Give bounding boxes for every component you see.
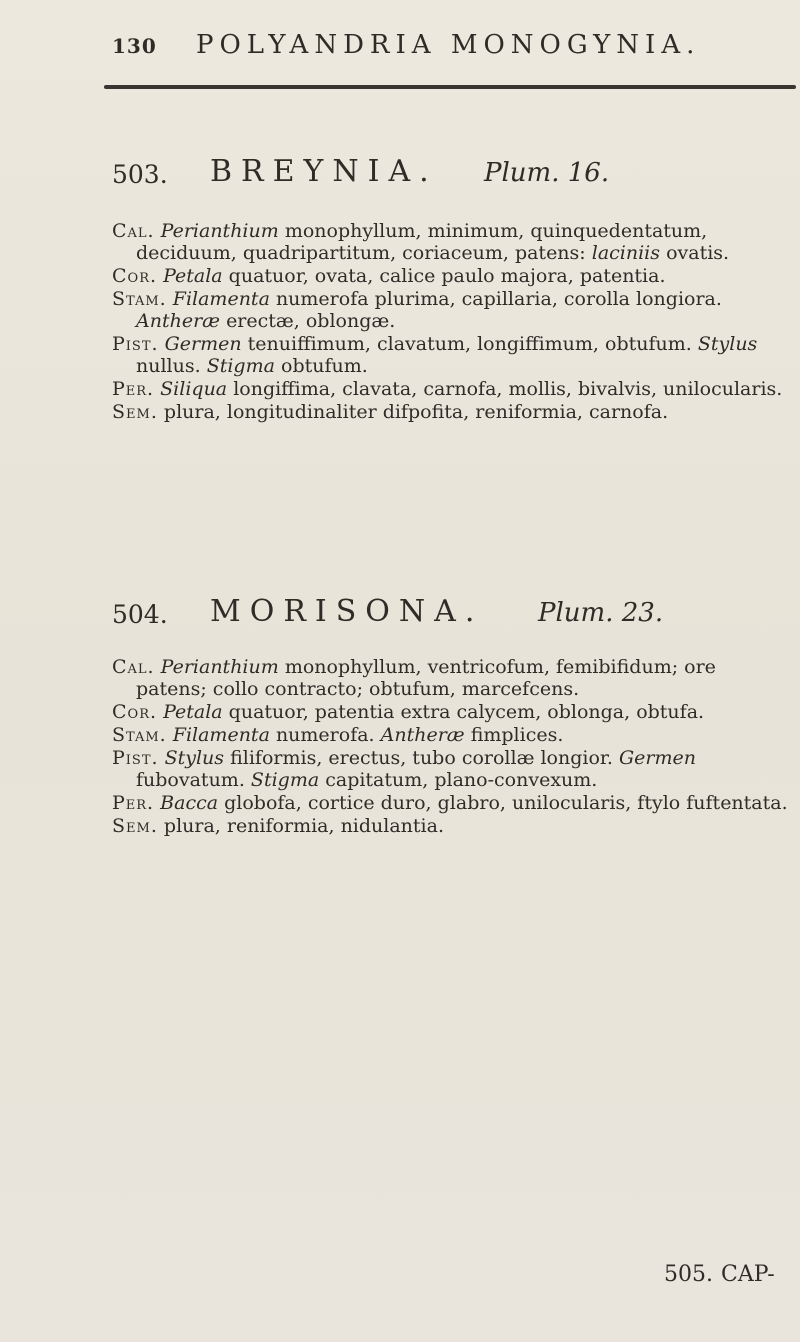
entry-term3: Stigma: [250, 769, 320, 791]
entry-text2: nullus.: [136, 355, 201, 377]
entry-sem: [112, 401, 792, 423]
entry-cor: [112, 265, 792, 287]
entry-text: filiformis, erectus, tubo corollæ longior.: [230, 747, 613, 769]
genus-reference: Plum. 16.: [484, 158, 610, 188]
genus-name: MORISONA.: [210, 594, 484, 629]
genus-breynia: [112, 150, 792, 424]
entry-term2: Antheræ: [380, 724, 465, 746]
genus-description: [112, 656, 792, 837]
entry-term: Siliqua: [160, 378, 228, 400]
entry-stam: [112, 288, 792, 332]
entry-text3: capitatum, plano-convexum.: [325, 769, 598, 791]
entry-text: numerofa.: [275, 724, 375, 746]
entry-label: Cal.: [112, 220, 155, 242]
entry-term: Petala: [163, 265, 223, 287]
entry-term3: Stigma: [206, 355, 275, 377]
entry-label: Per.: [112, 792, 155, 814]
genus-name: BREYNIA.: [210, 154, 438, 189]
entry-label: Cor.: [112, 265, 158, 287]
entry-text2: fimplices.: [470, 724, 564, 746]
entry-text: monophyllum, minimum, quinquedentatum, deciduum, quadripartitum, coriaceum, patens:: [136, 220, 708, 264]
entry-term: Bacca: [160, 792, 219, 814]
entry-per: [112, 378, 792, 400]
entry-term: Filamenta: [172, 724, 270, 746]
entry-text: longiffima, clavata, carnofa, mollis, bivalvis, unilocularis.: [233, 378, 783, 400]
entry-term2: Antheræ: [136, 310, 221, 332]
entry-cal: [112, 220, 792, 264]
entry-cor: [112, 701, 792, 723]
entry-text3: obtufum.: [281, 355, 368, 377]
catchword-number: 505.: [664, 1262, 713, 1287]
entry-text: numerofa plurima, capillaria, corolla longiora.: [275, 288, 722, 310]
entry-text: plura, longitudinaliter difpofita, reniformia, carnofa.: [163, 401, 669, 423]
running-head-title: POLYANDRIA MONOGYNIA.: [196, 30, 701, 60]
running-head: [112, 30, 792, 62]
entry-label: Stam.: [112, 288, 167, 310]
entry-text: quatuor, patentia extra calycem, oblonga, obtufa.: [228, 701, 705, 723]
genus-description: [112, 220, 792, 423]
entry-label: Per.: [112, 378, 155, 400]
catchword-text: CAP-: [720, 1262, 775, 1287]
entry-text2: fubovatum.: [136, 769, 245, 791]
entry-label: Pist.: [112, 333, 159, 355]
entry-pist: [112, 333, 792, 377]
entry-term: Stylus: [164, 747, 225, 769]
entry-cal: [112, 656, 792, 700]
entry-term: Germen: [164, 333, 242, 355]
entry-text: tenuiffimum, clavatum, longiffimum, obtufum.: [247, 333, 692, 355]
entry-text: globofa, cortice duro, glabro, unilocularis, ftylo fuftentata.: [224, 792, 788, 814]
entry-text: plura, reniformia, nidulantia.: [163, 815, 444, 837]
catchword: [664, 1262, 775, 1287]
entry-text2: ovatis.: [666, 242, 730, 264]
entry-label: Cor.: [112, 701, 158, 723]
entry-stam: [112, 724, 792, 746]
genus-morisona: [112, 590, 792, 838]
entry-label: Stam.: [112, 724, 167, 746]
entry-label: Cal.: [112, 656, 155, 678]
entry-term: Filamenta: [172, 288, 270, 310]
genus-heading: [112, 150, 792, 198]
entry-term2: Stylus: [697, 333, 758, 355]
genus-number: 503.: [112, 160, 168, 189]
entry-text: monophyllum, ventricofum, femibifidum; ore patens; collo contracto; obtufum, marcefcens.: [136, 656, 716, 700]
header-rule: [104, 85, 796, 89]
genus-heading: [112, 590, 792, 638]
genus-reference: Plum. 23.: [538, 598, 664, 628]
entry-term: Petala: [163, 701, 223, 723]
entry-label: Sem.: [112, 815, 158, 837]
page-number: 130: [112, 34, 157, 58]
entry-sem: [112, 815, 792, 837]
genus-number: 504.: [112, 600, 168, 629]
entry-term2: laciniis: [591, 242, 661, 264]
entry-term2: Germen: [619, 747, 697, 769]
entry-term: Perianthium: [160, 220, 279, 242]
entry-text: quatuor, ovata, calice paulo majora, patentia.: [228, 265, 666, 287]
entry-label: Sem.: [112, 401, 158, 423]
entry-text2: erectæ, oblongæ.: [226, 310, 396, 332]
entry-per: [112, 792, 792, 814]
entry-label: Pist.: [112, 747, 159, 769]
entry-pist: [112, 747, 792, 791]
entry-term: Perianthium: [160, 656, 279, 678]
